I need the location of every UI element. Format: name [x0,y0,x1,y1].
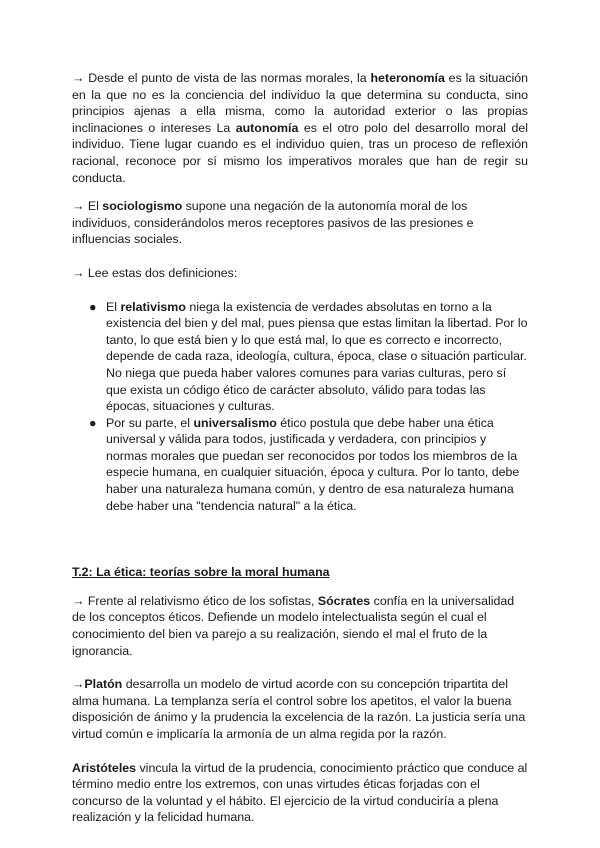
text-segment: supone una negación de la autonomía moral de los individuos, considerándolos meros receptores pasivos de las presiones e influencias sociales. [72,199,474,247]
term-autonomia: autonomía [235,120,299,135]
arrow-icon: → [72,593,85,608]
text-segment: niega la existencia de verdades absolutas en torno a la existencia del bien y del mal, pues piensa que estas limitan la libertad. Por lo tanto, lo que está bien y lo que está mal, lo que es correcto e incorrecto, depende de cada raza, ideología, cultura, época, clase o situación particular. No niega que pueda haber valores comunes para varias culturas, pero sí que exista un código ético de carácter absoluto, válido para todas las épocas, situaciones y culturas. [106,299,528,414]
text-segment: Lee estas dos definiciones: [84,265,238,280]
text-segment: es el otro polo del desarrollo moral del individuo. Tiene lugar cuando es el individuo quien, tras un proceso de reflexión racional, reconoce por sí mismo los imperativos morales que han de regir su conducta. [72,120,528,185]
paragraph-definiciones [72,265,528,282]
text-segment: es la situación en la que no es la conciencia del individuo la que determina su conducta, sino principios ajenas a ella misma, como la autoridad exterior o las propias inclinaciones o intereses La [72,71,529,135]
bullet-icon: ● [89,415,97,430]
text-segment: El [106,299,121,314]
term-sociologismo: sociologismo [102,199,183,214]
arrow-icon: → [72,199,85,214]
text-segment: desarrolla un modelo de virtud acorde con su concepción tripartita del alma humana. La templanza sería el control sobre los apetitos, el valor la buena disposición de ánimo y la prudencia la excelencia de la razón. La justicia sería una virtud común e implicaría la armonía de un alma regida por la razón. [72,677,526,741]
term-aristoteles: Aristóteles [72,760,137,775]
arrow-icon: → [72,677,85,692]
list-item-universalismo [72,415,528,515]
term-platon: Platón [84,677,123,692]
paragraph-heteronomia [72,70,528,186]
term-heteronomia: heteronomía [370,71,445,85]
definitions-list [72,299,528,515]
document-page [72,70,528,826]
arrow-icon: → [72,71,85,85]
paragraph-sociologismo [72,198,528,248]
paragraph-aristoteles [72,760,528,826]
paragraph-socrates [72,593,528,659]
text-segment: Desde el punto de vista de las normas morales, la [84,71,371,85]
arrow-icon: → [72,265,85,280]
text-segment: Frente al relativismo ético de los sofistas, [84,593,318,608]
text-segment: Por su parte, el [106,415,194,430]
bullet-icon: ● [89,299,97,314]
text-segment: vincula la virtud de la prudencia, conocimiento práctico que conduce al término medio entre los extremos, con unas virtudes éticas forjadas con el concurso de la voluntad y el hábito. El ejercicio de la virtud conduciría a plena realización y la felicidad humana. [72,760,528,825]
text-segment: confía en la universalidad de los conceptos éticos. Defiende un modelo intelectualista según el cual el conocimiento del bien va parejo a su realización, siendo el mal el fruto de la ignorancia. [72,593,515,658]
section-heading: T.2: La ética: teorías sobre la moral humana [72,565,330,580]
term-universalismo: universalismo [193,415,277,430]
text-segment: El [84,199,103,214]
term-socrates: Sócrates [317,593,371,608]
paragraph-platon [72,676,528,742]
text-segment: ético postula que debe haber una ética universal y válida para todos, justificada y verdadera, con principios y normas morales que puedan ser reconocidos por todos los miembros de la especie humana, en cualquier situación, época y cultura. Por lo tanto, debe haber una naturaleza humana común, y dentro de esa naturaleza humana debe haber una "tendencia natural" a la ética. [106,415,520,513]
term-relativismo: relativismo [120,299,186,314]
list-item-relativismo [72,299,528,415]
